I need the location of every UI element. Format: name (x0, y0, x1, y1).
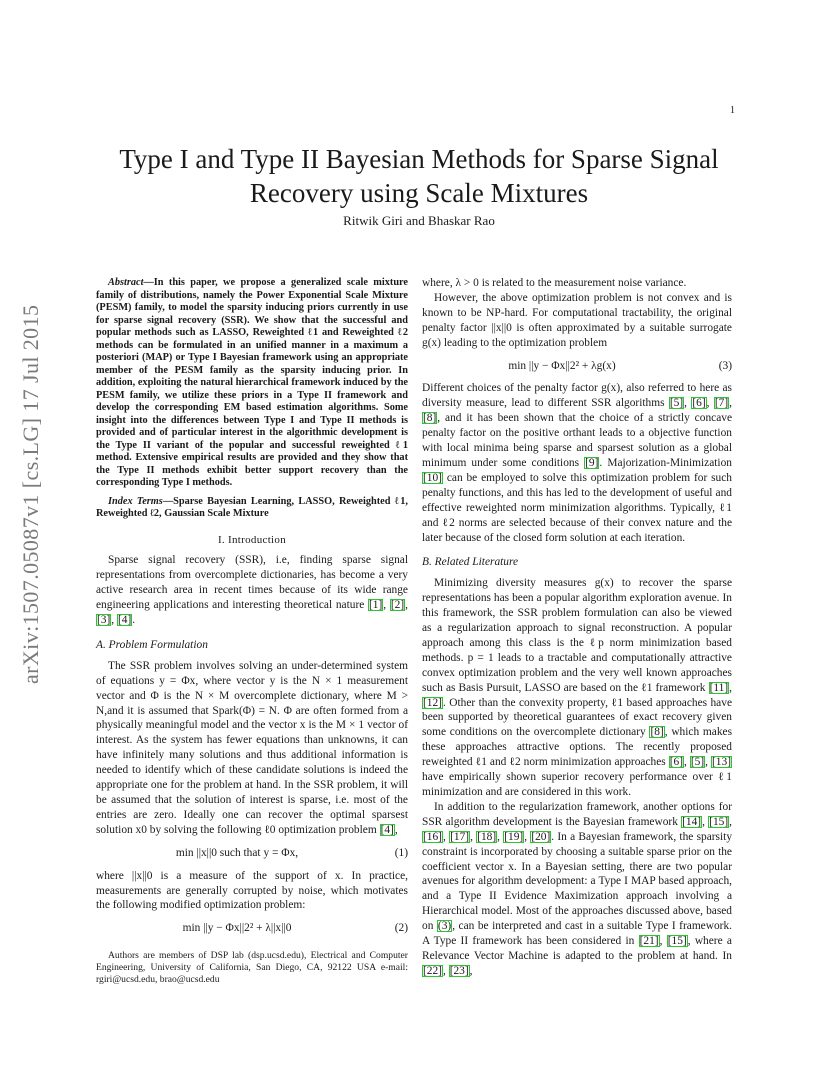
index-terms-text: —Sparse Bayesian Learning, LASSO, Reweighted ℓ1, Reweighted ℓ2, Gaussian Scale Mixture (96, 495, 408, 519)
equation-1 (96, 846, 408, 861)
literature-paragraph: Minimizing diversity measures g(x) to recover the sparse representations has been a popular algorithm exploration avenue. In this framework, the SSR problem formulation can also be viewed as a regularization approach to signal reconstruction. A popular approach among this class is the ℓp norm minimization based methods. p = 1 leads to a tractable and computationally attractive convex optimization problem and the very well known approaches such as Basis Pursuit, LASSO are based on the ℓ1 framework [11], [12]. Other than the convexity property, ℓ1 based approaches have been supported by theoretical guarantees of exact recovery given some conditions on the overcomplete dictionary [8], which makes these approaches attractive options. The recently proposed reweighted ℓ1 and ℓ2 norm minimization approaches [6], [5], [13] have empirically shown superior recovery performance over ℓ1 minimization and are considered in this work. (422, 577, 733, 798)
abstract (96, 277, 408, 490)
diversity-paragraph: Different choices of the penalty factor g(x), also referred to here as diversity measure, lead to different SSR algorithms [5], [6], [7], [8], and it has been shown that the choice of a strictly concave penalty factor on the positive orthant leads to a objective function with local minima being sparse and sparsest solution as a global minimum under some conditions [9]. Majorization-Minimization [10] can be employed to solve this optimization problem for such penalty functions, and this has led to the development of useful and effective reweighted norm minimization algorithms. Typically, ℓ1 and ℓ2 norms are selected because of their convex nature and the later because of the closed form solution at each iteration. (422, 382, 732, 544)
noise-paragraph: where ||x||0 is a measure of the support of x. In practice, measurements are generally corrupted by noise, which motivates the following modified optimization problem: (96, 869, 408, 912)
arxiv-stamp: arXiv:1507.05087v1 [cs.LG] 17 Jul 2015 (18, 304, 43, 684)
abstract-lead: Abstract (108, 277, 144, 288)
equation-2-number: (2) (394, 922, 408, 935)
citation-link[interactable]: [4] (380, 823, 394, 836)
citation-link[interactable]: [2] (390, 599, 405, 612)
subsection-heading-related-literature: B. Related Literature (422, 556, 519, 569)
citation-link[interactable]: [19] (504, 830, 524, 843)
equation-3 (422, 359, 732, 374)
equation-3-body: min ||y − Φx||2² + λg(x) (508, 359, 616, 372)
equation-2-body: min ||y − Φx||2² + λ||x||0 (182, 922, 292, 935)
paper-title (90, 142, 748, 210)
diversity-text-d: can be employed to solve this optimization problem for such penalty functions, and this has led to the development of useful and effective reweighted norm minimization algorithms. Typically, ℓ1 and ℓ2 norms are selected because of their convex nature and the later because of the closed form solution at each iteration. (422, 471, 732, 544)
equation-1-body: min ||x||0 such that y = Φx, (175, 846, 299, 859)
page-number: 1 (730, 105, 735, 116)
np-hard-paragraph: However, the above optimization problem is not convex and is known to be NP-hard. For computational tractability, the original penalty factor ||x||0 is often approximated by a suitable surrogate g(x) leading to the optimization problem (422, 291, 732, 349)
section-heading-introduction: I. Introduction (217, 533, 287, 546)
problem-text: The SSR problem involves solving an under-determined system of equations y = Φx, where vector y is the N × 1 measurement vector and Φ is the N × M overcomplete dictionary, where M > N,and it is assumed that Spark(Φ) = N. Φ are often formed from a physically meaningful model and the vector x is the M × 1 vector of interest. As the system has fewer equations than unknowns, it can have infinitely many solutions and thus additional information is needed to identify which of these candidate solutions is indeed the appropriate one for the problem at hand. In the SSR problem, it will be assumed that the solution of interest is sparse, i.e. most of the entries are zero. Ideally one can recover the optimal sparsest solution x0 by solving the following ℓ0 optimization problem (96, 659, 408, 836)
citation-link[interactable]: [12] (423, 696, 442, 709)
citation-link[interactable]: [16] (423, 830, 442, 843)
authors: Ritwik Giri and Bhaskar Rao (343, 213, 495, 228)
citation-link[interactable]: [4] (118, 614, 132, 627)
intro-paragraph: Sparse signal recovery (SSR), i.e, finding sparse signal representations from overcomplete dictionaries, has become a very active research area in recent times because of its wide range engineering applications and interesting theoretical nature [1], [2], [3], [4]. (96, 554, 408, 627)
bayesian-text-c: , can be interpreted and cast in a suitable Type I framework. A Type II framework has been considered in (422, 920, 732, 948)
citation-link[interactable]: [5] (669, 397, 684, 410)
left-column (96, 277, 408, 986)
citation-link[interactable]: [1] (369, 599, 383, 612)
citation-link[interactable]: [6] (692, 397, 706, 410)
equation-1-number: (1) (394, 846, 408, 859)
citation-link[interactable]: [11] (709, 681, 729, 694)
citation-link[interactable]: [13] (712, 756, 731, 769)
right-column (422, 276, 732, 979)
citation-link[interactable]: [8] (650, 726, 664, 739)
bayesian-text-b: . In a Bayesian framework, the sparsity constraint is incorporated by choosing a suitable sparse prior on the coefficient vector x. In a Bayesian setting, there are two popular avenues for algorithm development: a Type I MAP based approach, and a Type II Evidence Maximization approach involving a Hierarchical model. Most of the approaches discussed above, based on (422, 830, 733, 933)
citation-link[interactable]: [15] (709, 815, 729, 828)
diversity-text-a: Different choices of the penalty factor g(x), also referred to here as diversity measure, lead to different SSR algorithms (422, 382, 732, 410)
bayesian-text-d: , where a Relevance Vector Machine is adapted to the problem at hand. In (422, 935, 732, 962)
intro-text: Sparse signal recovery (SSR), i.e, finding sparse signal representations from overcomplete dictionaries, has become a very active research area in recent times because of its wide range engineering applications and interesting theoretical nature (96, 554, 408, 612)
citation-link[interactable]: [6] (669, 756, 683, 769)
diversity-text-c: . Majorization-Minimization (599, 456, 732, 469)
citation-link[interactable]: [14] (682, 815, 702, 828)
index-terms (96, 496, 408, 521)
diversity-text-b: , and it has been shown that the choice of a strictly concave penalty factor on the positive orthant leads to a objective function with local minima being sparse and sparsest solution as a global minimum under some conditions (422, 412, 732, 469)
bayesian-text-a: In addition to the regularization framework, another options for SSR algorithm development is the Bayesian framework (422, 800, 732, 828)
citation-link[interactable]: [7] (714, 397, 729, 410)
subsection-heading-problem-formulation: A. Problem Formulation (96, 638, 208, 651)
title-line-1: Type I and Type II Bayesian Methods for Sparse Signal (119, 144, 719, 174)
equation-2 (96, 921, 408, 936)
literature-text-a: Minimizing diversity measures g(x) to recover the sparse representations has been a popular algorithm exploration avenue. In this framework, the SSR problem formulation can also be viewed as a regularization approach to signal reconstruction. A popular approach among this class is the ℓp norm minimization based methods. p = 1 leads to a tractable and computationally attractive convex optimization problem and the very well known approaches such as Basis Pursuit, LASSO are based on the ℓ1 framework (422, 577, 732, 694)
citation-link[interactable]: [15] (667, 935, 687, 948)
lambda-paragraph: where, λ > 0 is related to the measurement noise variance. (422, 277, 687, 289)
abstract-text: —In this paper, we propose a generalized scale mixture family of distributions, namely the Power Exponential Scale Mixture (PESM) family, to model the sparsity inducing priors currently in use for sparse signal recovery (SSR). We show that the successful and popular methods such as LASSO, Reweighted ℓ1 and Reweighted ℓ2 methods can be formulated in an unified manner in a maximum a posteriori (MAP) or Type I Bayesian framework using an appropriate member of the PESM family as the sparsity inducing prior. In addition, exploiting the natural hierarchical framework induced by the PESM family, we utilize these priors in a Type II framework and develop the corresponding EM based estimation algorithms. Some insight into the differences between Type I and Type II methods is provided and of particular interest in the algorithmic development is the Type II variant of the popular and successful reweighted ℓ1 method. Extensive empirical results are provided and they show that the Type II methods exhibit better support recovery than the corresponding Type I methods. (96, 277, 408, 488)
citation-link[interactable]: [9] (585, 456, 599, 469)
index-terms-lead: Index Terms (108, 495, 163, 507)
citation-link[interactable]: [5] (690, 756, 705, 769)
equation-3-number: (3) (718, 359, 732, 372)
citation-link[interactable]: [21] (639, 935, 659, 948)
bayesian-text-e: , (469, 964, 473, 977)
bayesian-paragraph: In addition to the regularization framework, another options for SSR algorithm development is the Bayesian framework [14], [15], [16], [17], [18], [19], [20]. In a Bayesian framework, the sparsity constraint is incorporated by choosing a suitable sparse prior on the coefficient vector x. In a Bayesian setting, there are two popular avenues for algorithm development: a Type I MAP based approach, and a Type II Evidence Maximization approach involving a Hierarchical model. Most of the approaches discussed above, based on (3), can be interpreted and cast in a suitable Type I framework. A Type II framework has been considered in [21], [15], where a Relevance Vector Machine is adapted to the problem at hand. In [22], [23], (422, 800, 733, 977)
citation-link[interactable]: [8] (423, 412, 437, 425)
author-footnote: Authors are members of DSP lab (dsp.ucsd.edu), Electrical and Computer Engineering, University of California, San Diego, CA, 92122 USA e-mail: rgiri@ucsd.edu, brao@ucsd.edu (96, 950, 408, 986)
problem-paragraph: The SSR problem involves solving an under-determined system of equations y = Φx, where vector y is the N × 1 measurement vector and Φ is the N × M overcomplete dictionary, where M > N,and it is assumed that Spark(Φ) = N. Φ are often formed from a physically meaningful model and the vector x is the M × 1 vector of interest. As the system has fewer equations than unknowns, it can have infinitely many solutions and thus additional information is needed to identify which of these candidate solutions is indeed the appropriate one for the problem at hand. In the SSR problem, it will be assumed that the solution of interest is sparse, i.e. most of the entries are zero. Ideally one can recover the optimal sparsest solution x0 by solving the following ℓ0 optimization problem [4], (96, 659, 408, 836)
citation-link[interactable]: [23] (449, 964, 469, 977)
literature-text-c: , which makes these approaches attractive options. The recently proposed reweighted ℓ1 and ℓ2 norm minimization approaches (422, 726, 733, 769)
citation-link[interactable]: [18] (477, 830, 497, 843)
title-line-2: Recovery using Scale Mixtures (249, 178, 589, 208)
literature-text-b: . Other than the convexity property, ℓ1 based approaches have been supported by theoretical guarantees of exact recovery given some conditions on the overcomplete dictionary (422, 696, 732, 739)
literature-text-d: have empirically shown superior recovery performance over ℓ1 minimization and are considered in this work. (422, 771, 732, 798)
citation-link[interactable]: [17] (450, 830, 470, 843)
citation-link[interactable]: [22] (423, 964, 442, 977)
citation-link[interactable]: [20] (531, 830, 551, 843)
citation-link[interactable]: [3] (97, 614, 111, 627)
citation-link[interactable]: [10] (423, 471, 442, 484)
equation-reference-link[interactable]: (3) (437, 920, 452, 933)
